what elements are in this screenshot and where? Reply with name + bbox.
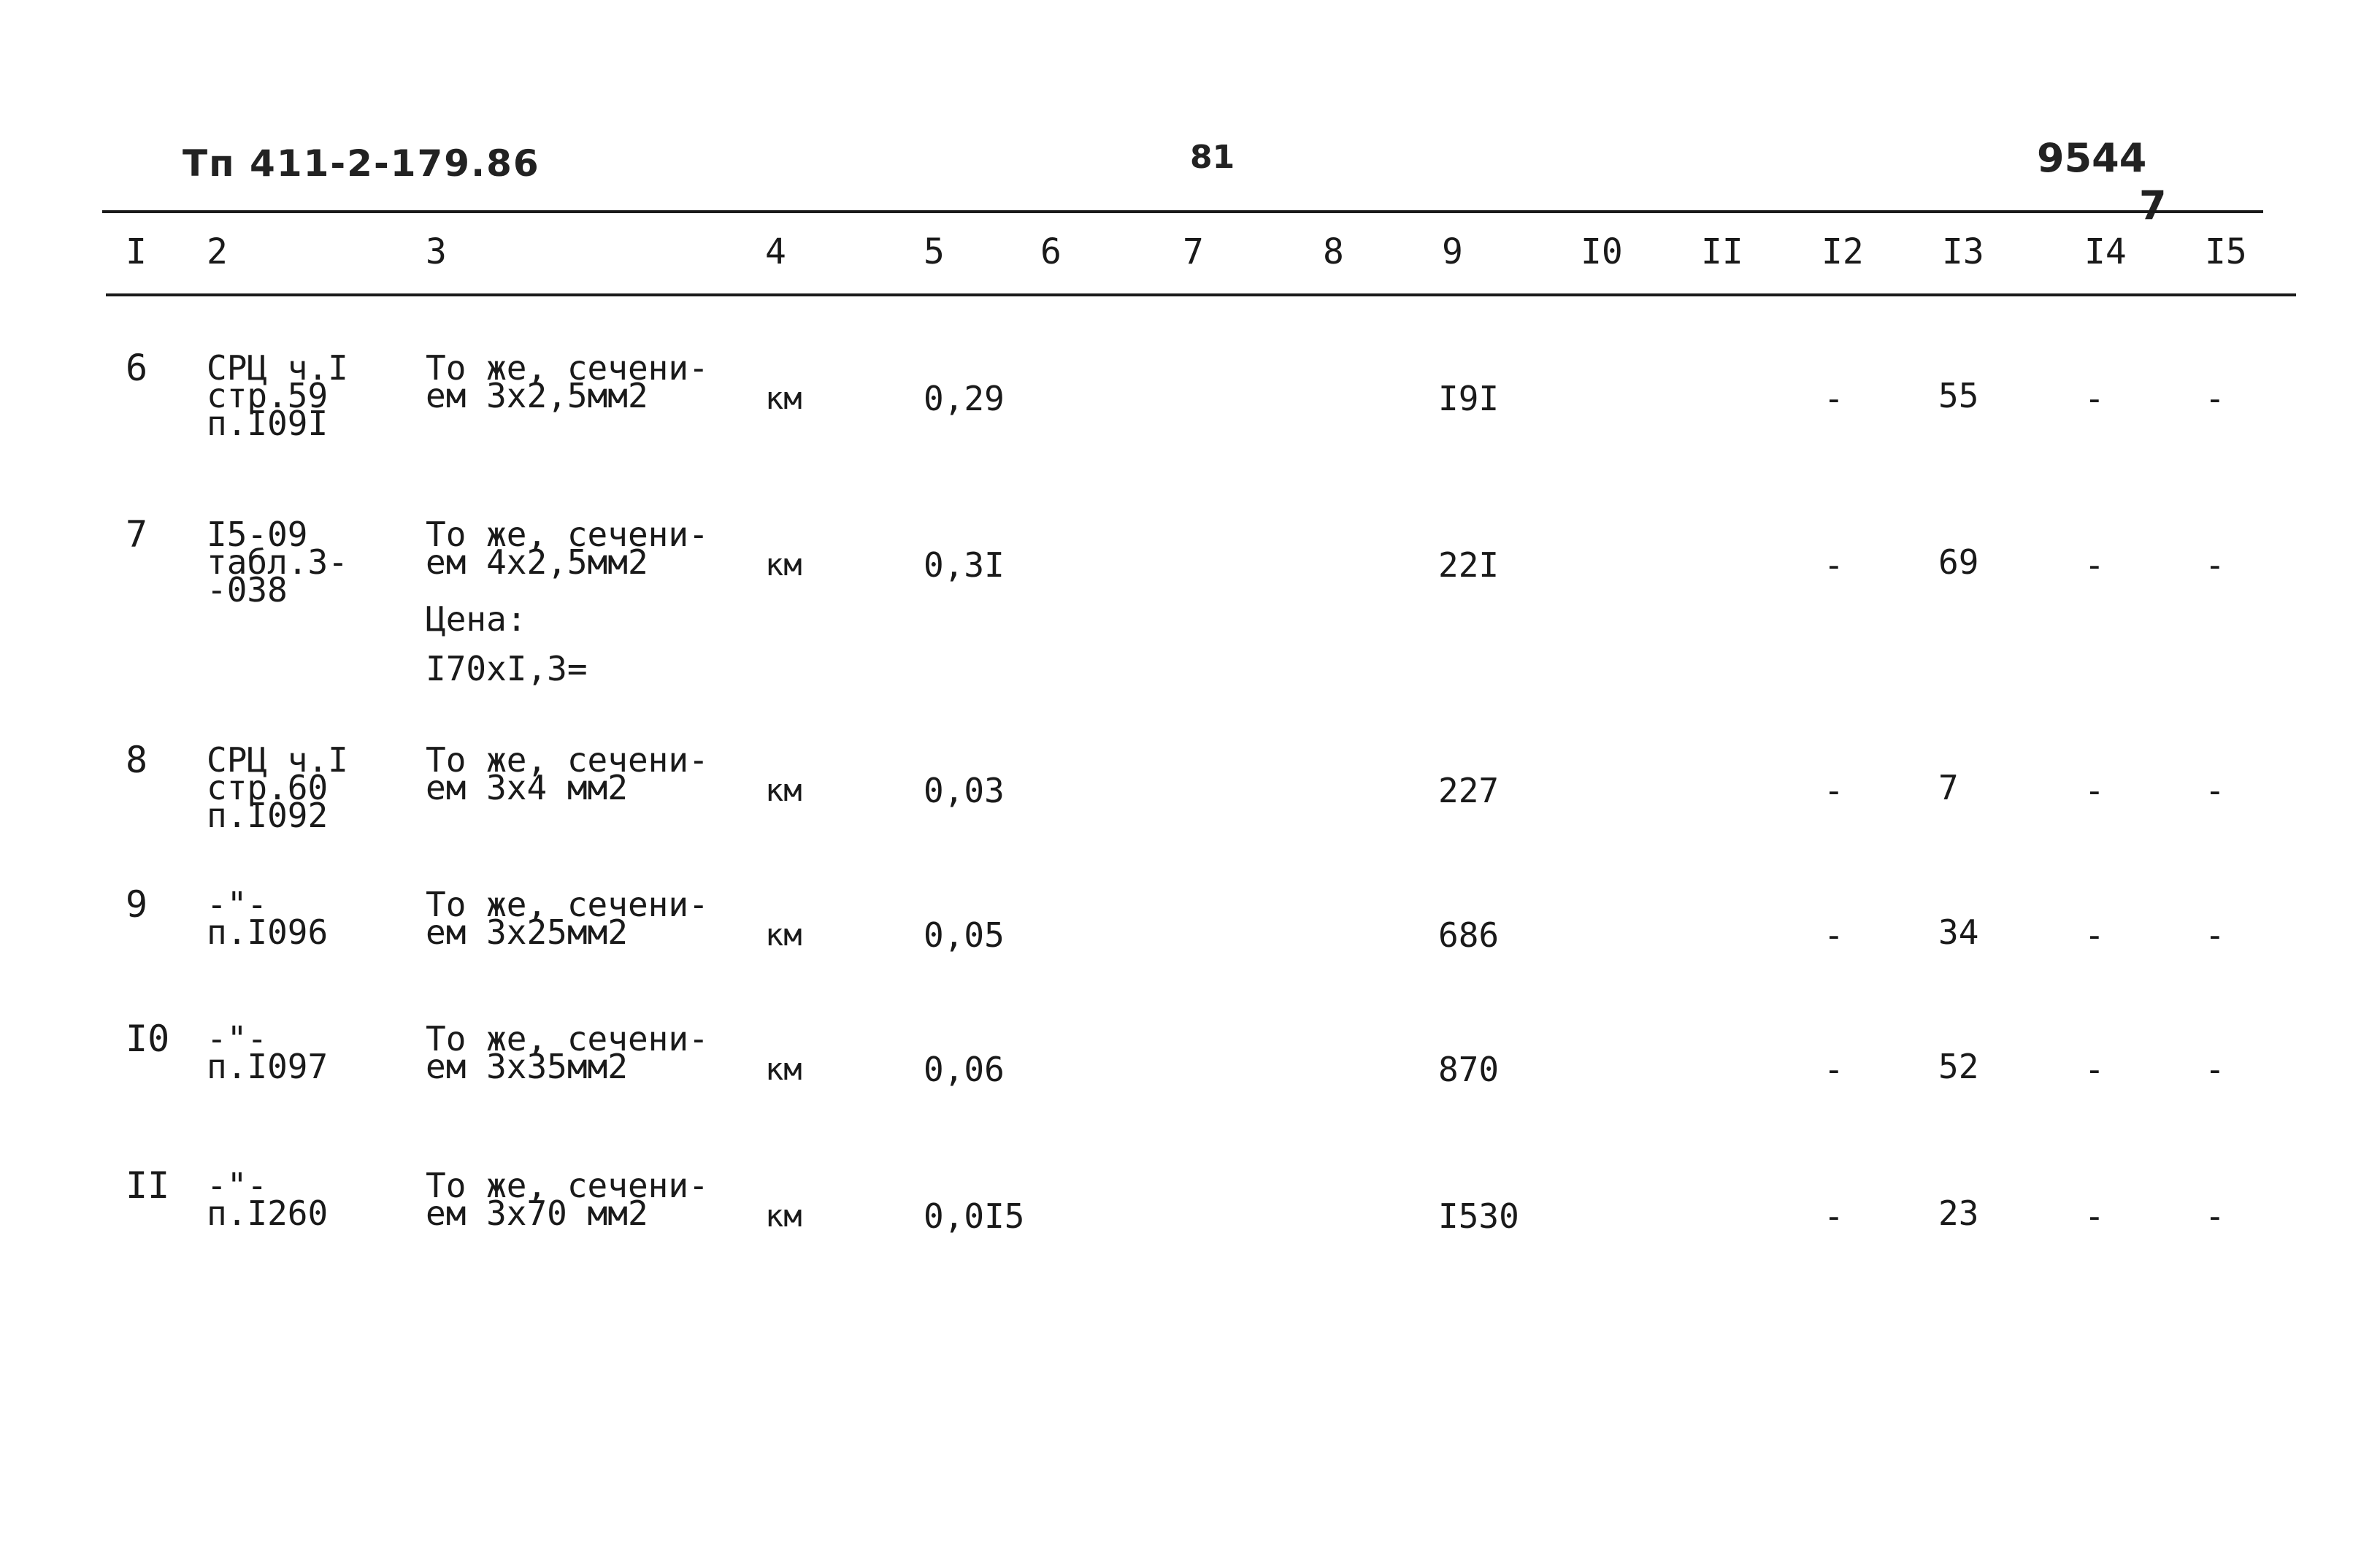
row-col12: - bbox=[1824, 771, 1844, 810]
column-header: I5 bbox=[2205, 231, 2247, 272]
row-quantity: 0,06 bbox=[924, 1050, 1005, 1089]
row-number: I0 bbox=[126, 1018, 170, 1060]
row-col14: - bbox=[2084, 915, 2105, 955]
row-number: 9 bbox=[126, 883, 148, 926]
row-description: То же, сечени- ем 3х2,5мм2 bbox=[426, 348, 709, 415]
row-col15: - bbox=[2205, 1196, 2225, 1236]
page-number: 81 bbox=[1190, 139, 1235, 176]
row-reference: СРЦ ч.I стр.59 п.I09I bbox=[207, 348, 348, 443]
row-col12: - bbox=[1824, 545, 1844, 585]
row-col9: 870 bbox=[1438, 1050, 1500, 1089]
row-reference: -"- п.I260 bbox=[207, 1166, 329, 1233]
row-col13: 55 bbox=[1938, 376, 1979, 415]
row-quantity: 0,0I5 bbox=[924, 1196, 1025, 1236]
row-col13: 69 bbox=[1938, 542, 1979, 582]
column-header: I4 bbox=[2084, 231, 2127, 272]
row-col13: 34 bbox=[1938, 912, 1979, 952]
row-description: То же, сечени- ем 3х35мм2 bbox=[426, 1019, 709, 1086]
row-col9: I9I bbox=[1438, 379, 1500, 418]
row-col13: 23 bbox=[1938, 1194, 1979, 1233]
column-header: 5 bbox=[924, 231, 945, 272]
row-col15: - bbox=[2205, 915, 2225, 955]
row-col14: - bbox=[2084, 1196, 2105, 1236]
column-header: 8 bbox=[1323, 231, 1344, 272]
row-col14: - bbox=[2084, 771, 2105, 810]
row-description: То же, сечени- ем 4х2,5мм2 bbox=[426, 515, 709, 582]
sheet-number: 9544 bbox=[2037, 135, 2147, 181]
row-price-formula: I70хI,3= bbox=[426, 649, 588, 688]
row-col9: 686 bbox=[1438, 915, 1500, 955]
row-quantity: 0,05 bbox=[924, 915, 1005, 955]
row-reference: СРЦ ч.I стр.60 п.I092 bbox=[207, 740, 348, 835]
row-number: 8 bbox=[126, 739, 148, 781]
row-description: То же, сечени- ем 3х4 мм2 bbox=[426, 740, 709, 807]
column-header: II bbox=[1701, 231, 1743, 272]
row-col12: - bbox=[1824, 379, 1844, 418]
row-col15: - bbox=[2205, 1050, 2225, 1089]
row-unit: км bbox=[765, 917, 802, 953]
row-col13: 52 bbox=[1938, 1047, 1979, 1086]
row-description: То же, сечени- ем 3х70 мм2 bbox=[426, 1166, 709, 1233]
column-header: I0 bbox=[1581, 231, 1623, 272]
row-col15: - bbox=[2205, 379, 2225, 418]
row-quantity: 0,29 bbox=[924, 379, 1005, 418]
row-unit: км bbox=[765, 1198, 802, 1234]
row-col9: 227 bbox=[1438, 771, 1500, 810]
row-number: 6 bbox=[126, 347, 148, 389]
row-description: То же, сечени- ем 3х25мм2 bbox=[426, 885, 709, 952]
row-unit: км bbox=[765, 1051, 802, 1087]
row-quantity: 0,3I bbox=[924, 545, 1005, 585]
column-header: 4 bbox=[765, 231, 786, 272]
row-col12: - bbox=[1824, 1196, 1844, 1236]
row-col9: I530 bbox=[1438, 1196, 1519, 1236]
row-unit: км bbox=[765, 772, 802, 808]
row-col15: - bbox=[2205, 771, 2225, 810]
row-quantity: 0,03 bbox=[924, 771, 1005, 810]
column-header: 2 bbox=[207, 231, 228, 272]
row-col15: - bbox=[2205, 545, 2225, 585]
row-unit: км bbox=[765, 547, 802, 583]
row-number: 7 bbox=[126, 513, 148, 556]
column-header: 7 bbox=[1183, 231, 1204, 272]
column-header: I3 bbox=[1942, 231, 1984, 272]
row-reference: -"- п.I096 bbox=[207, 885, 329, 952]
row-col12: - bbox=[1824, 915, 1844, 955]
header-bottom-rule bbox=[106, 293, 2296, 296]
row-reference: I5-09 табл.3- -038 bbox=[207, 515, 348, 610]
row-col14: - bbox=[2084, 545, 2105, 585]
column-header: 9 bbox=[1442, 231, 1463, 272]
row-unit: км bbox=[765, 380, 802, 416]
row-number: II bbox=[126, 1164, 170, 1207]
row-col14: - bbox=[2084, 379, 2105, 418]
row-col9: 22I bbox=[1438, 545, 1500, 585]
row-col13: 7 bbox=[1938, 768, 1959, 807]
column-header: I2 bbox=[1822, 231, 1864, 272]
row-price-label: Цена: bbox=[426, 599, 527, 639]
column-header: I bbox=[126, 231, 147, 272]
row-col14: - bbox=[2084, 1050, 2105, 1089]
row-reference: -"- п.I097 bbox=[207, 1019, 329, 1086]
column-header: 6 bbox=[1040, 231, 1062, 272]
header-top-rule bbox=[102, 210, 2263, 213]
column-header: 3 bbox=[426, 231, 447, 272]
row-col12: - bbox=[1824, 1050, 1844, 1089]
document-code: Тп 411-2-179.86 bbox=[183, 142, 540, 185]
sheet-subnumber: 7 bbox=[2139, 182, 2167, 228]
